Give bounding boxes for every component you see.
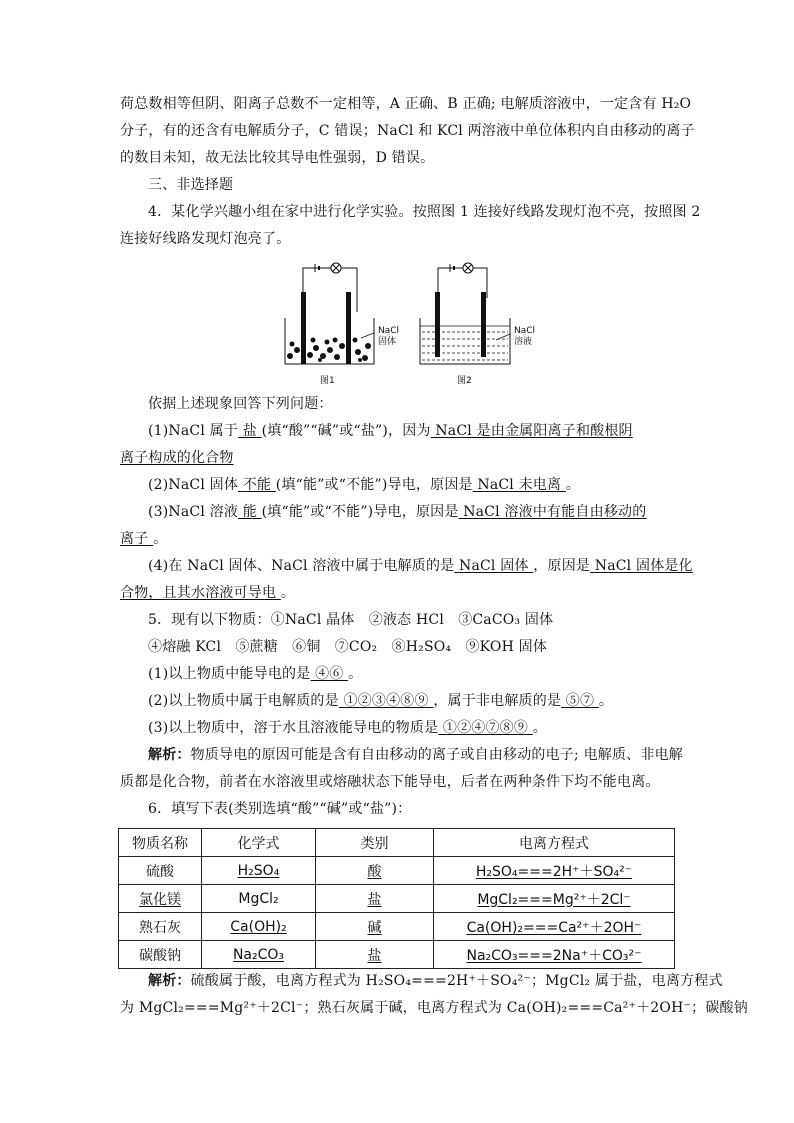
table-cell: H₂SO₄: [202, 857, 316, 885]
table-row: [119, 913, 675, 941]
intro-line-2: 分子，有的还含有电解质分子，C 错误；NaCl 和 KCl 两溶液中单位体积内自由移动的离子: [120, 123, 695, 139]
table-cell: MgCl₂: [202, 885, 316, 913]
table-header: 化学式: [202, 829, 316, 857]
nacl-solution-lines: [422, 332, 508, 360]
table-cell: Na₂CO₃: [202, 941, 316, 969]
table-header: 物质名称: [119, 829, 202, 857]
q6-stem: 6．填写下表(类别选填“酸”“碱”或“盐”)：: [148, 801, 412, 817]
answer-blank: ①②④⑦⑧⑨: [438, 720, 533, 736]
table-cell: 熟石灰: [119, 913, 202, 941]
table-header: 类别: [316, 829, 434, 857]
answer-blank: ⑤⑦: [561, 693, 599, 709]
table-header-row: [119, 829, 675, 857]
q5-part-3: (3)以上物质中，溶于水且溶液能导电的物质是 ①②④⑦⑧⑨ 。: [148, 720, 547, 736]
table-cell: 碱: [316, 913, 434, 941]
table-cell: H₂SO₄===2H⁺＋SO₄²⁻: [434, 857, 675, 885]
table-cell: MgCl₂===Mg²⁺＋2Cl⁻: [434, 885, 675, 913]
q5-analysis-2: 质都是化合物，前者在水溶液里或熔融状态下能导电，后者在两种条件下均不能电离。: [120, 774, 660, 790]
q5-stem: 5．现有以下物质：①NaCl 晶体 ②液态 HCl ③CaCO₃ 固体: [148, 612, 554, 628]
table-cell: 酸: [316, 857, 434, 885]
q4-part-4: (4)在 NaCl 固体、NaCl 溶液中属于电解质的是 NaCl 固体 ，原因是 NaCl 固体是化: [148, 558, 693, 574]
answer-blank: NaCl 未电离: [472, 477, 566, 493]
figure-2-caption: 图2: [457, 376, 472, 386]
answer-blank: ④⑥: [310, 666, 349, 682]
table-cell: 盐: [316, 941, 434, 969]
answer-blank: NaCl 固体: [454, 558, 534, 574]
table-cell: Ca(OH)₂===Ca²⁺＋2OH⁻: [434, 913, 675, 941]
q4-stem-1: 4．某化学兴趣小组在家中进行化学实验。按照图 1 连接好线路发现灯泡不亮，按照图 2: [148, 204, 701, 220]
answer-blank: 能: [238, 504, 262, 520]
table-header: 电离方程式: [434, 829, 675, 857]
q4-part-3: (3)NaCl 溶液 能 (填“能”或“不能”)导电，原因是 NaCl 溶液中有能自由移动的: [148, 504, 647, 520]
intro-line-1: 荷总数相等但阴、阳离子总数不一定相等，A 正确、B 正确; 电解质溶液中，一定含有 H₂O: [120, 96, 692, 112]
intro-line-3: 的数目未知，故无法比较其导电性强弱，D 错误。: [120, 150, 435, 166]
answer-blank: NaCl 溶液中有能自由移动的: [458, 504, 647, 520]
q4-lead: 依据上述现象回答下列问题：: [148, 396, 333, 412]
q4-part-2: (2)NaCl 固体 不能 (填“能”或“不能”)导电，原因是 NaCl 未电离 。: [148, 477, 581, 493]
q4-part-3-cont: 离子 。: [120, 531, 168, 547]
answer-blank: 不能: [238, 477, 276, 493]
answer-blank: 离子: [120, 531, 154, 547]
q5-list: ④熔融 KCl ⑤蔗糖 ⑥铜 ⑦CO₂ ⑧H₂SO₄ ⑨KOH 固体: [148, 639, 548, 655]
answer-blank: NaCl 是由金属阳离子和酸根阴: [430, 423, 633, 439]
q6-analysis-2: 为 MgCl₂===Mg²⁺＋2Cl⁻；熟石灰属于碱，电离方程式为 Ca(OH)₂===Ca²⁺＋2OH⁻；碳酸钠: [120, 1000, 748, 1016]
table-cell: 盐: [316, 885, 434, 913]
q4-part-1: (1)NaCl 属于 盐 (填“酸”“碱”或“盐”)，因为 NaCl 是由金属阳离子和酸根阴: [148, 423, 633, 439]
q5-analysis-1: 解析：物质导电的原因可能是含有自由移动的离子或自由移动的电子; 电解质、非电解: [148, 747, 683, 763]
nacl-solid-particles: [287, 338, 371, 363]
figure-1-circuit: [285, 263, 374, 364]
figure-1-caption: 图1: [320, 376, 335, 386]
table-cell: 硫酸: [119, 857, 202, 885]
q4-part-4-cont: 合物，且其水溶液可导电 。: [120, 585, 296, 601]
q4-stem-2: 连接好线路发现灯泡亮了。: [120, 231, 291, 247]
figure-1-label: NaCl 固体: [378, 326, 400, 347]
table-cell: Ca(OH)₂: [202, 913, 316, 941]
answer-blank: ①②③④⑧⑨: [338, 693, 434, 709]
section-heading: 三、非选择题: [148, 177, 234, 193]
table-row: [119, 941, 675, 969]
answer-blank: 离子构成的化合物: [120, 450, 234, 466]
experiment-figure: [270, 260, 560, 390]
ionization-table: [118, 828, 675, 969]
table-cell: Na₂CO₃===2Na⁺＋CO₃²⁻: [434, 941, 675, 969]
table-row: [119, 857, 675, 885]
q6-analysis-1: 解析：硫酸属于酸，电离方程式为 H₂SO₄===2H⁺＋SO₄²⁻；MgCl₂ 属于盐，电离方程式: [148, 973, 723, 989]
q5-part-1: (1)以上物质中能导电的是 ④⑥ 。: [148, 666, 363, 682]
answer-blank: NaCl 固体是化: [590, 558, 693, 574]
answer-blank: 合物，且其水溶液可导电: [120, 585, 277, 601]
q4-part-1-cont: [120, 448, 680, 468]
answer-blank: 盐: [238, 423, 262, 439]
figure-2-circuit: [420, 263, 510, 364]
figure-2-label: NaCl 溶液: [514, 326, 536, 347]
table-cell: 碳酸钠: [119, 941, 202, 969]
table-cell: 氯化镁: [119, 885, 202, 913]
q5-part-2: (2)以上物质中属于电解质的是 ①②③④⑧⑨ ，属于非电解质的是 ⑤⑦ 。: [148, 693, 614, 709]
table-row: [119, 885, 675, 913]
